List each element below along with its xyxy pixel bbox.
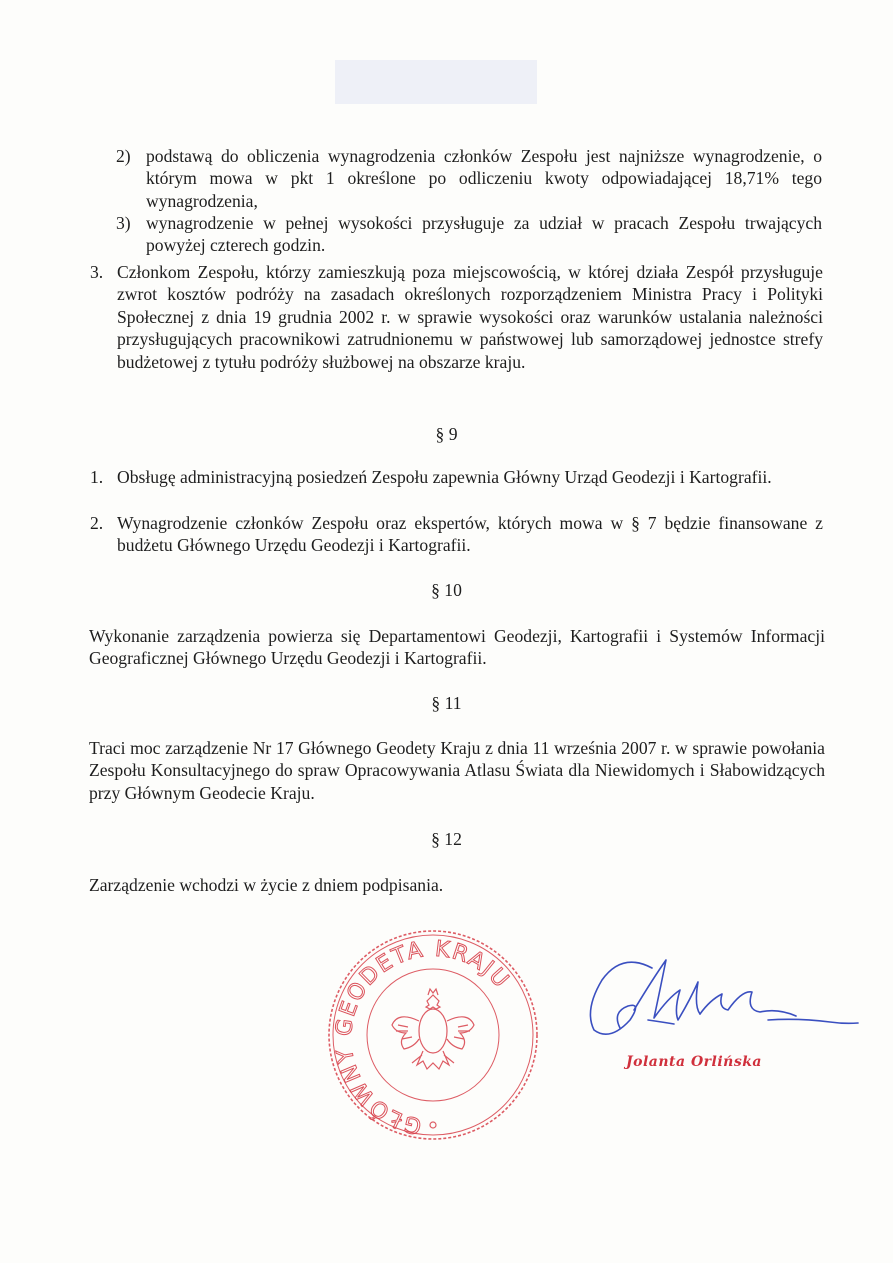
section-12-text: Zarządzenie wchodzi w życie z dniem podpisania.	[89, 875, 444, 895]
section-11-text: Traci moc zarządzenie Nr 17 Głównego Geodety Kraju z dnia 11 września 2007 r. w sprawie powołania Zespołu Konsultacyjnego do spraw Opracowywania Atlasu Świata dla Niewidomych i Słabowidzących przy Głównym Geodecie Kraju.	[89, 738, 825, 803]
point-number: 2.	[90, 513, 104, 533]
redacted-area	[335, 60, 537, 104]
point-text: Członkom Zespołu, którzy zamieszkują poza miejscowością, w której działa Zespół przysługuje zwrot kosztów podróży na zasadach określonych rozporządzeniem Ministra Pracy i Polityki Społecznej z dnia 19 grudnia 2002 r. w sprawie wysokości oraz warunków ustalania należności przysługujących pracownikowi zatrudnionemu w państwowej lub samorządowej jednostce strefy budżetowej z tytułu podróży służbowej na obszarze kraju.	[117, 262, 823, 372]
point-text: Obsługę administracyjną posiedzeń Zespołu zapewnia Główny Urząd Geodezji i Kartografii.	[117, 467, 772, 487]
point-number: 3.	[90, 262, 104, 282]
seal-text: GŁÓWNY GEODETA KRAJU	[331, 936, 515, 1139]
list-item-number: 2)	[116, 146, 131, 166]
point-9-1	[90, 466, 823, 488]
point-text: Wynagrodzenie członków Zespołu oraz ekspertów, których mowa w § 7 będzie finansowane z budżetu Głównego Urzędu Geodezji i Kartografii.	[117, 513, 823, 556]
list-item-2	[116, 145, 822, 212]
official-seal-stamp	[318, 925, 548, 1145]
signatory-name: Jolanta Orlińska	[626, 1054, 762, 1070]
list-item-number: 3)	[116, 213, 131, 233]
section-heading-9: § 9	[435, 424, 458, 444]
list-item-3	[116, 212, 822, 257]
point-9-2	[90, 512, 823, 557]
section-10-text: Wykonanie zarządzenia powierza się Departamentowi Geodezji, Kartografii i Systemów Informacji Geograficznej Głównego Urzędu Geodezji i Kartografii.	[89, 626, 825, 669]
eagle-emblem-icon	[392, 989, 474, 1128]
point-number: 1.	[90, 467, 104, 487]
list-item-text: wynagrodzenie w pełnej wysokości przysługuje za udział w pracach Zespołu trwających powyżej czterech godzin.	[146, 213, 822, 256]
handwritten-signature	[582, 950, 862, 1045]
section-heading-11: § 11	[431, 693, 462, 713]
section-heading-12: § 12	[431, 829, 462, 849]
point-3	[90, 261, 823, 373]
section-heading-10: § 10	[431, 580, 462, 600]
list-item-text: podstawą do obliczenia wynagrodzenia członków Zespołu jest najniższe wynagrodzenie, o którym mowa w pkt 1 określone po odliczeniu kwoty odpowiadającej 18,71% tego wynagrodzenia,	[146, 146, 822, 211]
